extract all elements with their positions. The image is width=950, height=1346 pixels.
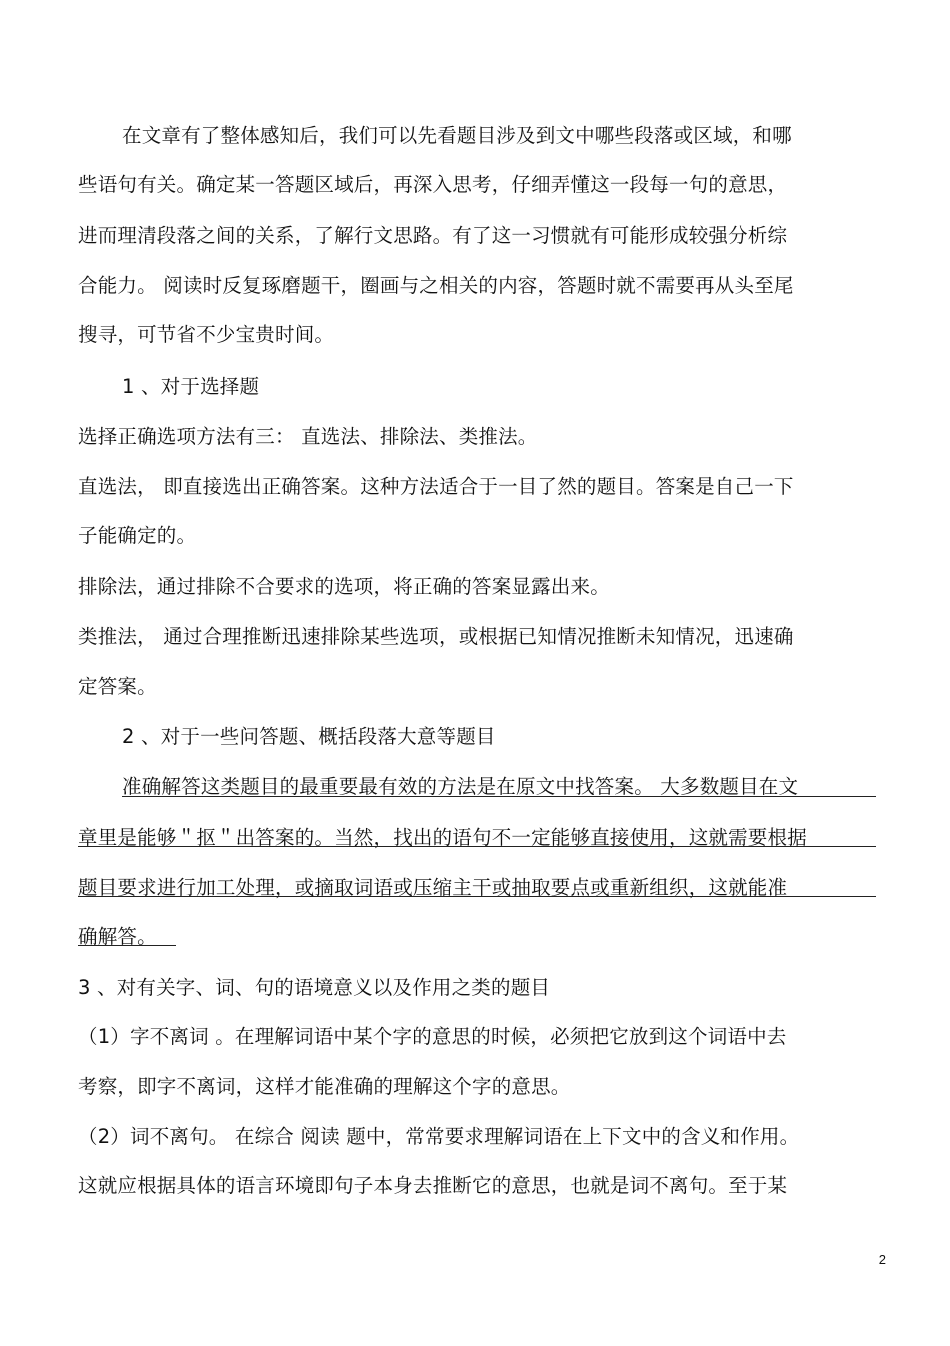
underline-rule (78, 896, 876, 897)
paragraph-line: 在文章有了整体感知后，我们可以先看题目涉及到文中哪些段落或区域，和哪 (122, 124, 792, 147)
section-heading-2: 2 、对于一些问答题、概括段落大意等题目 (122, 725, 496, 748)
underlined-line: 准确解答这类题目的最重要最有效的方法是在原文中找答案。 大多数题目在文 (122, 775, 799, 798)
paragraph-line: （2）词不离句。 在综合 阅读 题中，常常要求理解词语在上下文中的含义和作用。 (78, 1125, 800, 1148)
paragraph-line: 选择正确选项方法有三： 直选法、排除法、类推法。 (78, 425, 538, 448)
paragraph-line: 直选法， 即直接选出正确答案。这种方法适合于一目了然的题目。答案是自己一下 (78, 475, 794, 498)
paragraph-line: 排除法，通过排除不合要求的选项，将正确的答案显露出来。 (78, 575, 610, 598)
underlined-line: 章里是能够＂抠＂出答案的。当然，找出的语句不一定能够直接使用，这就需要根据 (78, 826, 807, 849)
section-heading-3: 3 、对有关字、词、句的语境意义以及作用之类的题目 (78, 976, 551, 999)
paragraph-line: （1）字不离词 。在理解词语中某个字的意思的时候，必须把它放到这个词语中去 (78, 1025, 787, 1048)
underline-rule (78, 945, 176, 946)
paragraph-line: 子能确定的。 (78, 524, 197, 547)
page-number: 2 (878, 1252, 886, 1267)
underline-rule (78, 846, 876, 847)
underlined-line: 题目要求进行加工处理，或摘取词语或压缩主干或抽取要点或重新组织，这就能准 (78, 876, 788, 899)
section-heading-1: 1 、对于选择题 (122, 375, 260, 398)
paragraph-line: 搜寻，可节省不少宝贵时间。 (78, 323, 335, 346)
paragraph-line: 考察，即字不离词，这样才能准确的理解这个字的意思。 (78, 1075, 571, 1098)
paragraph-line: 这就应根据具体的语言环境即句子本身去推断它的意思，也就是词不离句。至于某 (78, 1174, 788, 1197)
paragraph-line: 类推法， 通过合理推断迅速排除某些选项，或根据已知情况推断未知情况，迅速确 (78, 625, 794, 648)
paragraph-line: 合能力。 阅读时反复琢磨题干，圈画与之相关的内容，答题时就不需要再从头至尾 (78, 274, 794, 297)
paragraph-line: 进而理清段落之间的关系，了解行文思路。有了这一习惯就有可能形成较强分析综 (78, 224, 788, 247)
underline-rule (122, 796, 876, 797)
underlined-line: 确解答。 (78, 925, 157, 948)
paragraph-line: 定答案。 (78, 675, 157, 698)
paragraph-line: 些语句有关。确定某一答题区域后，再深入思考，仔细弄懂这一段每一句的意思， (78, 173, 788, 196)
